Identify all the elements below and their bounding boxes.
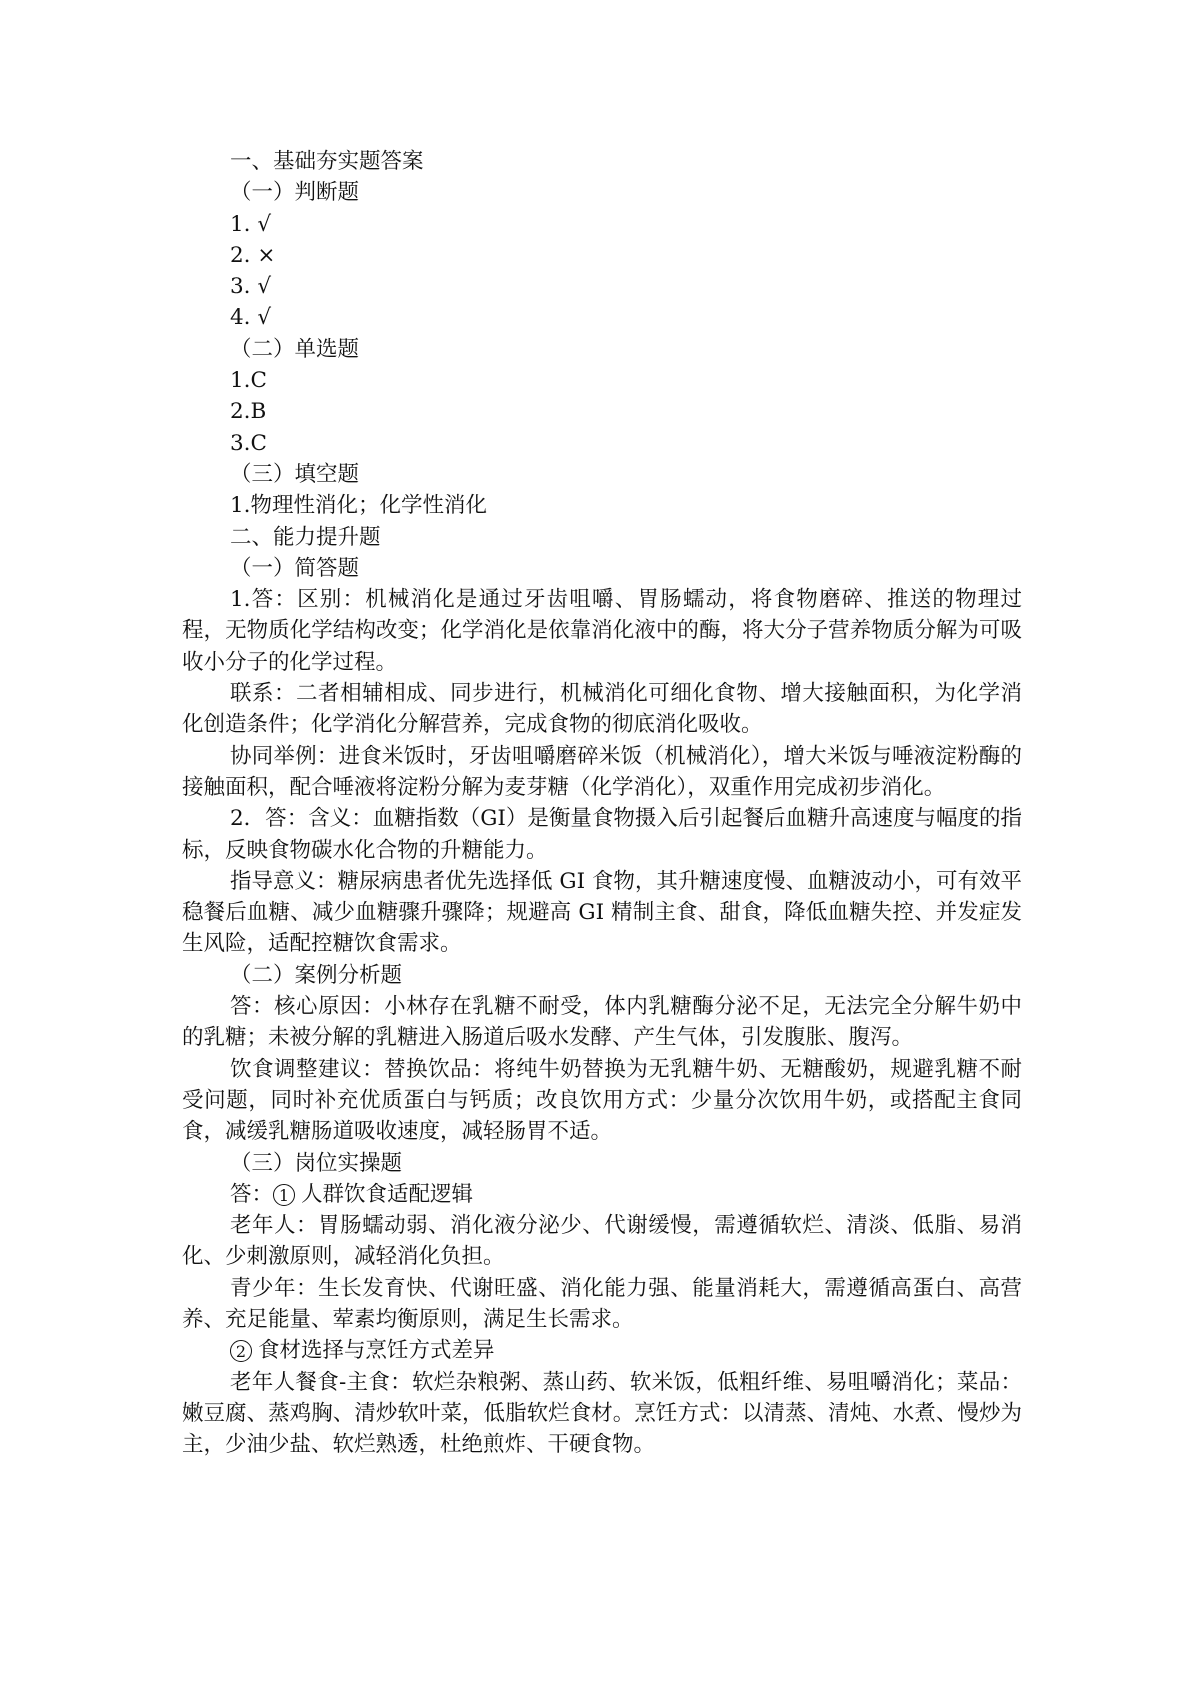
short-answer-paragraph: 指导意义：糖尿病患者优先选择低 GI 食物，其升糖速度慢、血糖波动小，可有效平稳餐后血糖、减少血糖骤升骤降；规避高 GI 精制主食、甜食，降低血糖失控、并发症发生风险，适配控糖饮食需求。 <box>182 868 1022 957</box>
single-choice-answer: 3.C <box>230 430 267 456</box>
case-analysis-paragraph: 答：核心原因：小林存在乳糖不耐受，体内乳糖酶分泌不足，无法完全分解牛奶中的乳糖；未被分解的乳糖进入肠道后吸水发酵、产生气体，引发腹胀、腹泻。 <box>182 994 1022 1051</box>
post-point-2-heading <box>182 1335 1022 1366</box>
post-point-1-heading <box>182 1179 1022 1210</box>
circled-number-1: 1 <box>273 1184 295 1206</box>
short-answer-paragraph: 联系：二者相辅相成、同步进行，机械消化可细化食物、增大接触面积，为化学消化创造条件；化学消化分解营养，完成食物的彻底消化吸收。 <box>182 681 1022 738</box>
subheading-single-choice: （二）单选题 <box>230 336 360 362</box>
case-analysis-paragraph: 饮食调整建议：替换饮品：将纯牛奶替换为无乳糖牛奶、无糖酸奶，规避乳糖不耐受问题，同时补充优质蛋白与钙质；改良饮用方式：少量分次饮用牛奶，或搭配主食同食，减缓乳糖肠道吸收速度，减轻肠胃不适。 <box>182 1056 1022 1145</box>
answer-prefix: 答： <box>230 1181 274 1207</box>
short-answer-paragraph: 1.答：区别：机械消化是通过牙齿咀嚼、胃肠蠕动，将食物磨碎、推送的物理过程，无物质化学结构改变；化学消化是依靠消化液中的酶，将大分子营养物质分解为可吸收小分子的化学过程。 <box>182 587 1022 675</box>
answer-content <box>182 146 1022 1460</box>
single-choice-answer: 2.B <box>230 399 267 425</box>
post-point-paragraph: 老年人餐食-主食：软烂杂粮粥、蒸山药、软米饭，低粗纤维、易咀嚼消化；菜品：嫩豆腐、蒸鸡胸、清炒软叶菜，低脂软烂食材。烹饪方式：以清蒸、清炖、水煮、慢炒为主，少油少盐、软烂熟透，杜绝煎炸、干硬食物。 <box>182 1369 1022 1458</box>
judge-answer: 1. √ <box>230 211 272 237</box>
post-point-2-title: 食材选择与烹饪方式差异 <box>258 1338 495 1364</box>
post-point-paragraph: 青少年：生长发育快、代谢旺盛、消化能力强、能量消耗大，需遵循高蛋白、高营养、充足能量、荤素均衡原则，满足生长需求。 <box>182 1275 1022 1332</box>
judge-answer: 3. √ <box>230 274 272 300</box>
judge-answer: 4. √ <box>230 305 272 331</box>
subheading-short-answer: （一）简答题 <box>230 555 360 581</box>
section-heading-ability: 二、能力提升题 <box>230 524 381 550</box>
subheading-post-practice: （三）岗位实操题 <box>230 1150 403 1176</box>
single-choice-answer: 1.C <box>230 368 267 394</box>
post-point-1-title: 人群饮食适配逻辑 <box>301 1181 474 1207</box>
short-answer-paragraph: 协同举例：进食米饭时，牙齿咀嚼磨碎米饭（机械消化），增大米饭与唾液淀粉酶的接触面积，配合唾液将淀粉分解为麦芽糖（化学消化），双重作用完成初步消化。 <box>182 743 1022 800</box>
subheading-case-analysis: （二）案例分析题 <box>230 962 403 988</box>
subheading-fill-blank: （三）填空题 <box>230 461 360 487</box>
circled-number-2: 2 <box>230 1340 252 1362</box>
subheading-judge: （一）判断题 <box>230 180 360 206</box>
fill-blank-answer: 1.物理性消化；化学性消化 <box>230 493 488 519</box>
section-heading-basic: 一、基础夯实题答案 <box>230 149 424 174</box>
short-answer-paragraph: 2．答：含义：血糖指数（GI）是衡量食物摄入后引起餐后血糖升高速度与幅度的指标，反映食物碳水化合物的升糖能力。 <box>182 806 1022 863</box>
post-point-paragraph: 老年人：胃肠蠕动弱、消化液分泌少、代谢缓慢，需遵循软烂、清淡、低脂、易消化、少刺激原则，减轻消化负担。 <box>182 1213 1022 1270</box>
judge-answer: 2. × <box>230 242 276 268</box>
